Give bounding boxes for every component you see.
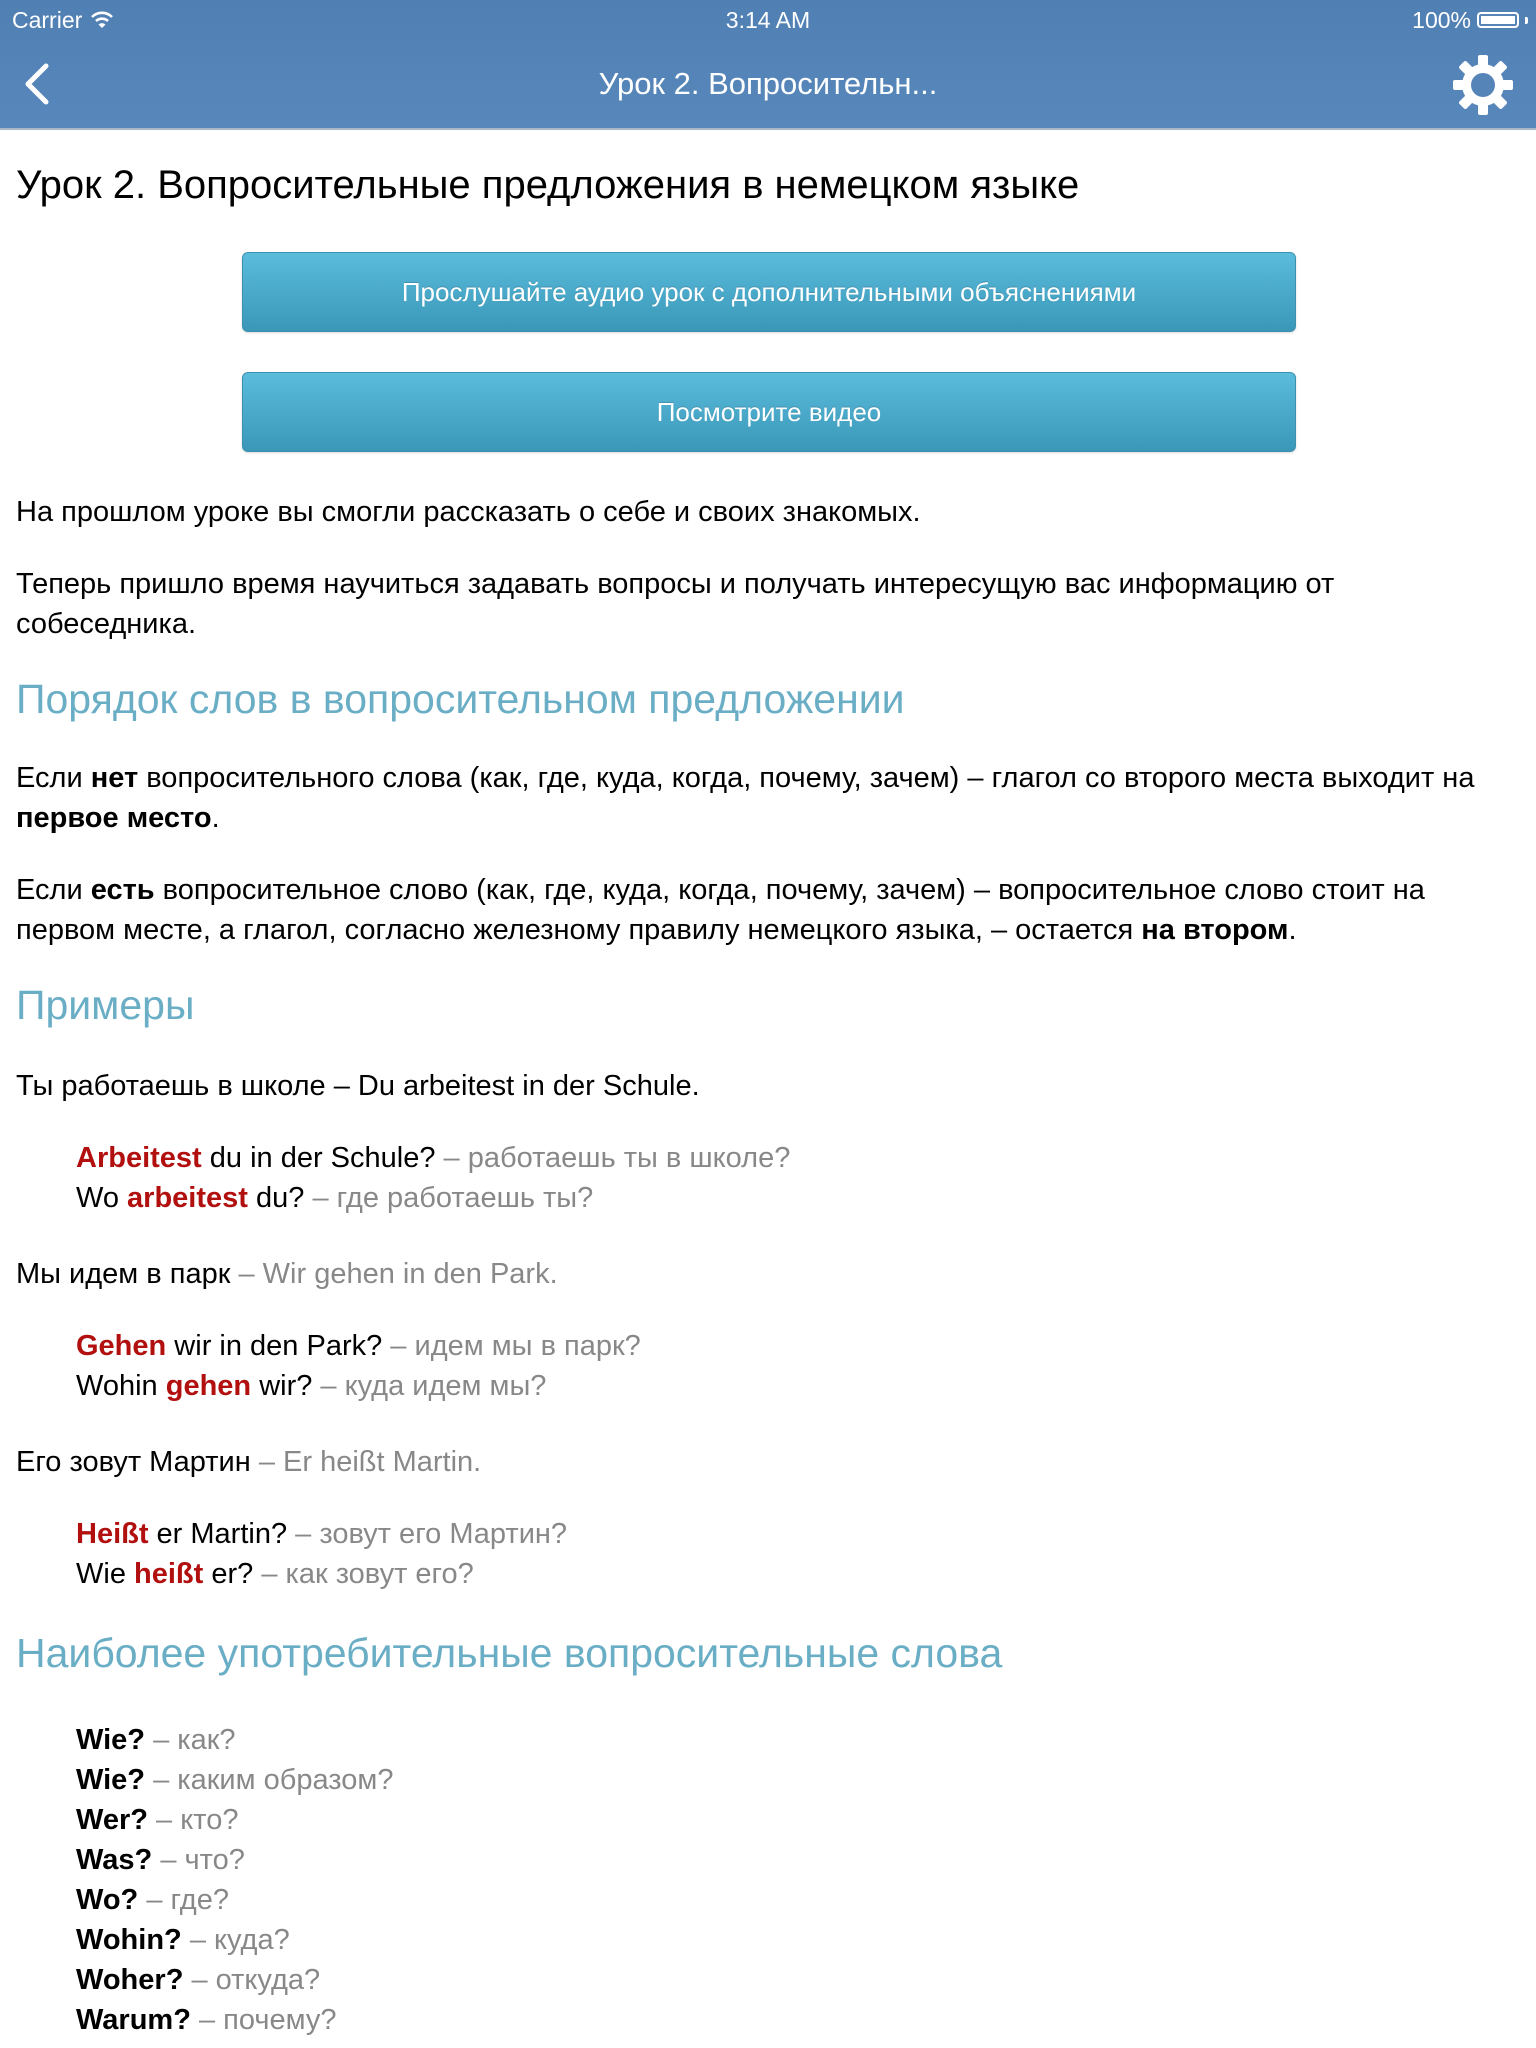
gear-icon	[1452, 54, 1514, 116]
question-translation: – как зовут его?	[253, 1558, 474, 1590]
example-sentence	[16, 1066, 1520, 1106]
battery-tip	[1525, 17, 1528, 24]
highlighted-verb: Heißt	[76, 1518, 149, 1550]
text: .	[211, 802, 220, 834]
highlighted-verb: gehen	[165, 1370, 252, 1402]
example-sentence	[16, 1254, 1520, 1294]
lesson-content	[16, 130, 1520, 2040]
german-question-word: Wie?	[76, 1724, 146, 1756]
intro-paragraph-2: Теперь пришло время научиться задавать вопросы и получать интересущую вас информацию от собеседника.	[16, 568, 1335, 640]
question-rest: wir in den Park?	[166, 1330, 383, 1362]
russian-translation: – где?	[138, 1884, 229, 1916]
section-heading-word-order: Порядок слов в вопросительном предложении	[16, 676, 905, 722]
settings-button[interactable]	[1452, 54, 1514, 116]
question-prefix: Wie	[76, 1558, 134, 1590]
highlighted-verb: arbeitest	[127, 1182, 248, 1214]
question-word-item	[76, 1960, 1520, 2000]
rule-paragraph-2	[16, 870, 1520, 950]
text: Если	[16, 874, 91, 906]
question-words-list	[16, 1720, 1520, 2040]
example-german: – Du arbeitest in der Schule.	[325, 1070, 700, 1102]
example-german: – Er heißt Martin.	[250, 1446, 482, 1478]
status-bar	[0, 0, 1536, 40]
russian-translation: – откуда?	[183, 1964, 321, 1996]
example-question	[76, 1554, 1520, 1594]
russian-translation: – как?	[145, 1724, 236, 1756]
question-translation: – куда идем мы?	[312, 1370, 547, 1402]
question-word-item	[76, 1920, 1520, 1960]
example-russian: Ты работаешь в школе	[16, 1070, 326, 1102]
bold-text: на втором	[1141, 914, 1289, 946]
question-prefix: Wohin	[76, 1370, 166, 1402]
german-question-word: Wer?	[76, 1804, 148, 1836]
russian-translation: – куда?	[181, 1924, 290, 1956]
question-rest: du in der Schule?	[201, 1142, 436, 1174]
highlighted-verb: heißt	[134, 1558, 204, 1590]
example-russian: Мы идем в парк	[16, 1258, 231, 1290]
section-heading-examples: Примеры	[16, 982, 195, 1028]
nav-title: Урок 2. Вопросительн...	[598, 66, 938, 101]
audio-lesson-button[interactable]: Прослушайте аудио урок с дополнительными объяснениями	[242, 252, 1296, 332]
example-russian: Его зовут Мартин	[16, 1446, 251, 1478]
german-question-word: Wie?	[76, 1764, 146, 1796]
example-question	[76, 1514, 1520, 1554]
section-heading-question-words: Наиболее употребительные вопросительные слова	[16, 1630, 1003, 1676]
battery-indicator	[1412, 0, 1528, 40]
text: вопросительного слова (как, где, куда, когда, почему, зачем) – глагол со второго места выходит на	[138, 762, 1475, 794]
question-word-item	[76, 1720, 1520, 1760]
example-question	[76, 1138, 1520, 1178]
german-question-word: Was?	[76, 1844, 153, 1876]
rule-paragraph-1	[16, 758, 1520, 838]
bold-text: первое место	[16, 802, 212, 834]
example-sentence	[16, 1442, 1520, 1482]
bold-text: есть	[90, 874, 155, 906]
russian-translation: – что?	[152, 1844, 245, 1876]
video-button[interactable]: Посмотрите видео	[242, 372, 1296, 452]
question-translation: – идем мы в парк?	[382, 1330, 641, 1362]
clock: 3:14 AM	[725, 7, 811, 33]
question-translation: – работаешь ты в школе?	[435, 1142, 791, 1174]
german-question-word: Wohin?	[76, 1924, 182, 1956]
german-question-word: Wo?	[76, 1884, 139, 1916]
navigation-bar	[0, 40, 1536, 128]
top-bar	[0, 0, 1536, 130]
question-rest: er?	[203, 1558, 254, 1590]
text: .	[1288, 914, 1297, 946]
battery-percent: 100%	[1412, 7, 1471, 33]
example-question	[76, 1366, 1520, 1406]
carrier-label: Carrier	[12, 7, 83, 33]
example-questions	[16, 1326, 1520, 1406]
german-question-word: Woher?	[76, 1964, 184, 1996]
question-translation: – зовут его Мартин?	[287, 1518, 568, 1550]
question-word-item	[76, 1880, 1520, 1920]
example-questions	[16, 1138, 1520, 1218]
question-word-item	[76, 1760, 1520, 1800]
question-rest: er Martin?	[148, 1518, 288, 1550]
text: Если	[16, 762, 91, 794]
question-prefix: Wo	[76, 1182, 128, 1214]
lesson-title: Урок 2. Вопросительные предложения в немецком языке	[16, 163, 1080, 207]
bold-text: нет	[90, 762, 139, 794]
text: вопросительное слово (как, где, куда, когда, почему, зачем) – вопросительное слово стоит на первом месте, а глагол, согласно железному правилу немецкого языка, – остается	[16, 874, 1425, 946]
russian-translation: – кто?	[147, 1804, 239, 1836]
intro-paragraph-1: На прошлом уроке вы смогли рассказать о себе и своих знакомых.	[16, 496, 921, 528]
battery-icon	[1477, 12, 1519, 28]
example-questions	[16, 1514, 1520, 1594]
examples-list	[16, 1066, 1520, 1594]
question-word-item	[76, 1800, 1520, 1840]
question-rest: du?	[247, 1182, 305, 1214]
example-question	[76, 1326, 1520, 1366]
question-word-item	[76, 1840, 1520, 1880]
german-question-word: Warum?	[76, 2004, 191, 2036]
highlighted-verb: Arbeitest	[76, 1142, 202, 1174]
example-german: – Wir gehen in den Park.	[230, 1258, 558, 1290]
question-rest: wir?	[251, 1370, 313, 1402]
question-translation: – где работаешь ты?	[304, 1182, 594, 1214]
russian-translation: – каким образом?	[145, 1764, 394, 1796]
example-question	[76, 1178, 1520, 1218]
question-word-item	[76, 2000, 1520, 2040]
highlighted-verb: Gehen	[76, 1330, 167, 1362]
russian-translation: – почему?	[190, 2004, 337, 2036]
